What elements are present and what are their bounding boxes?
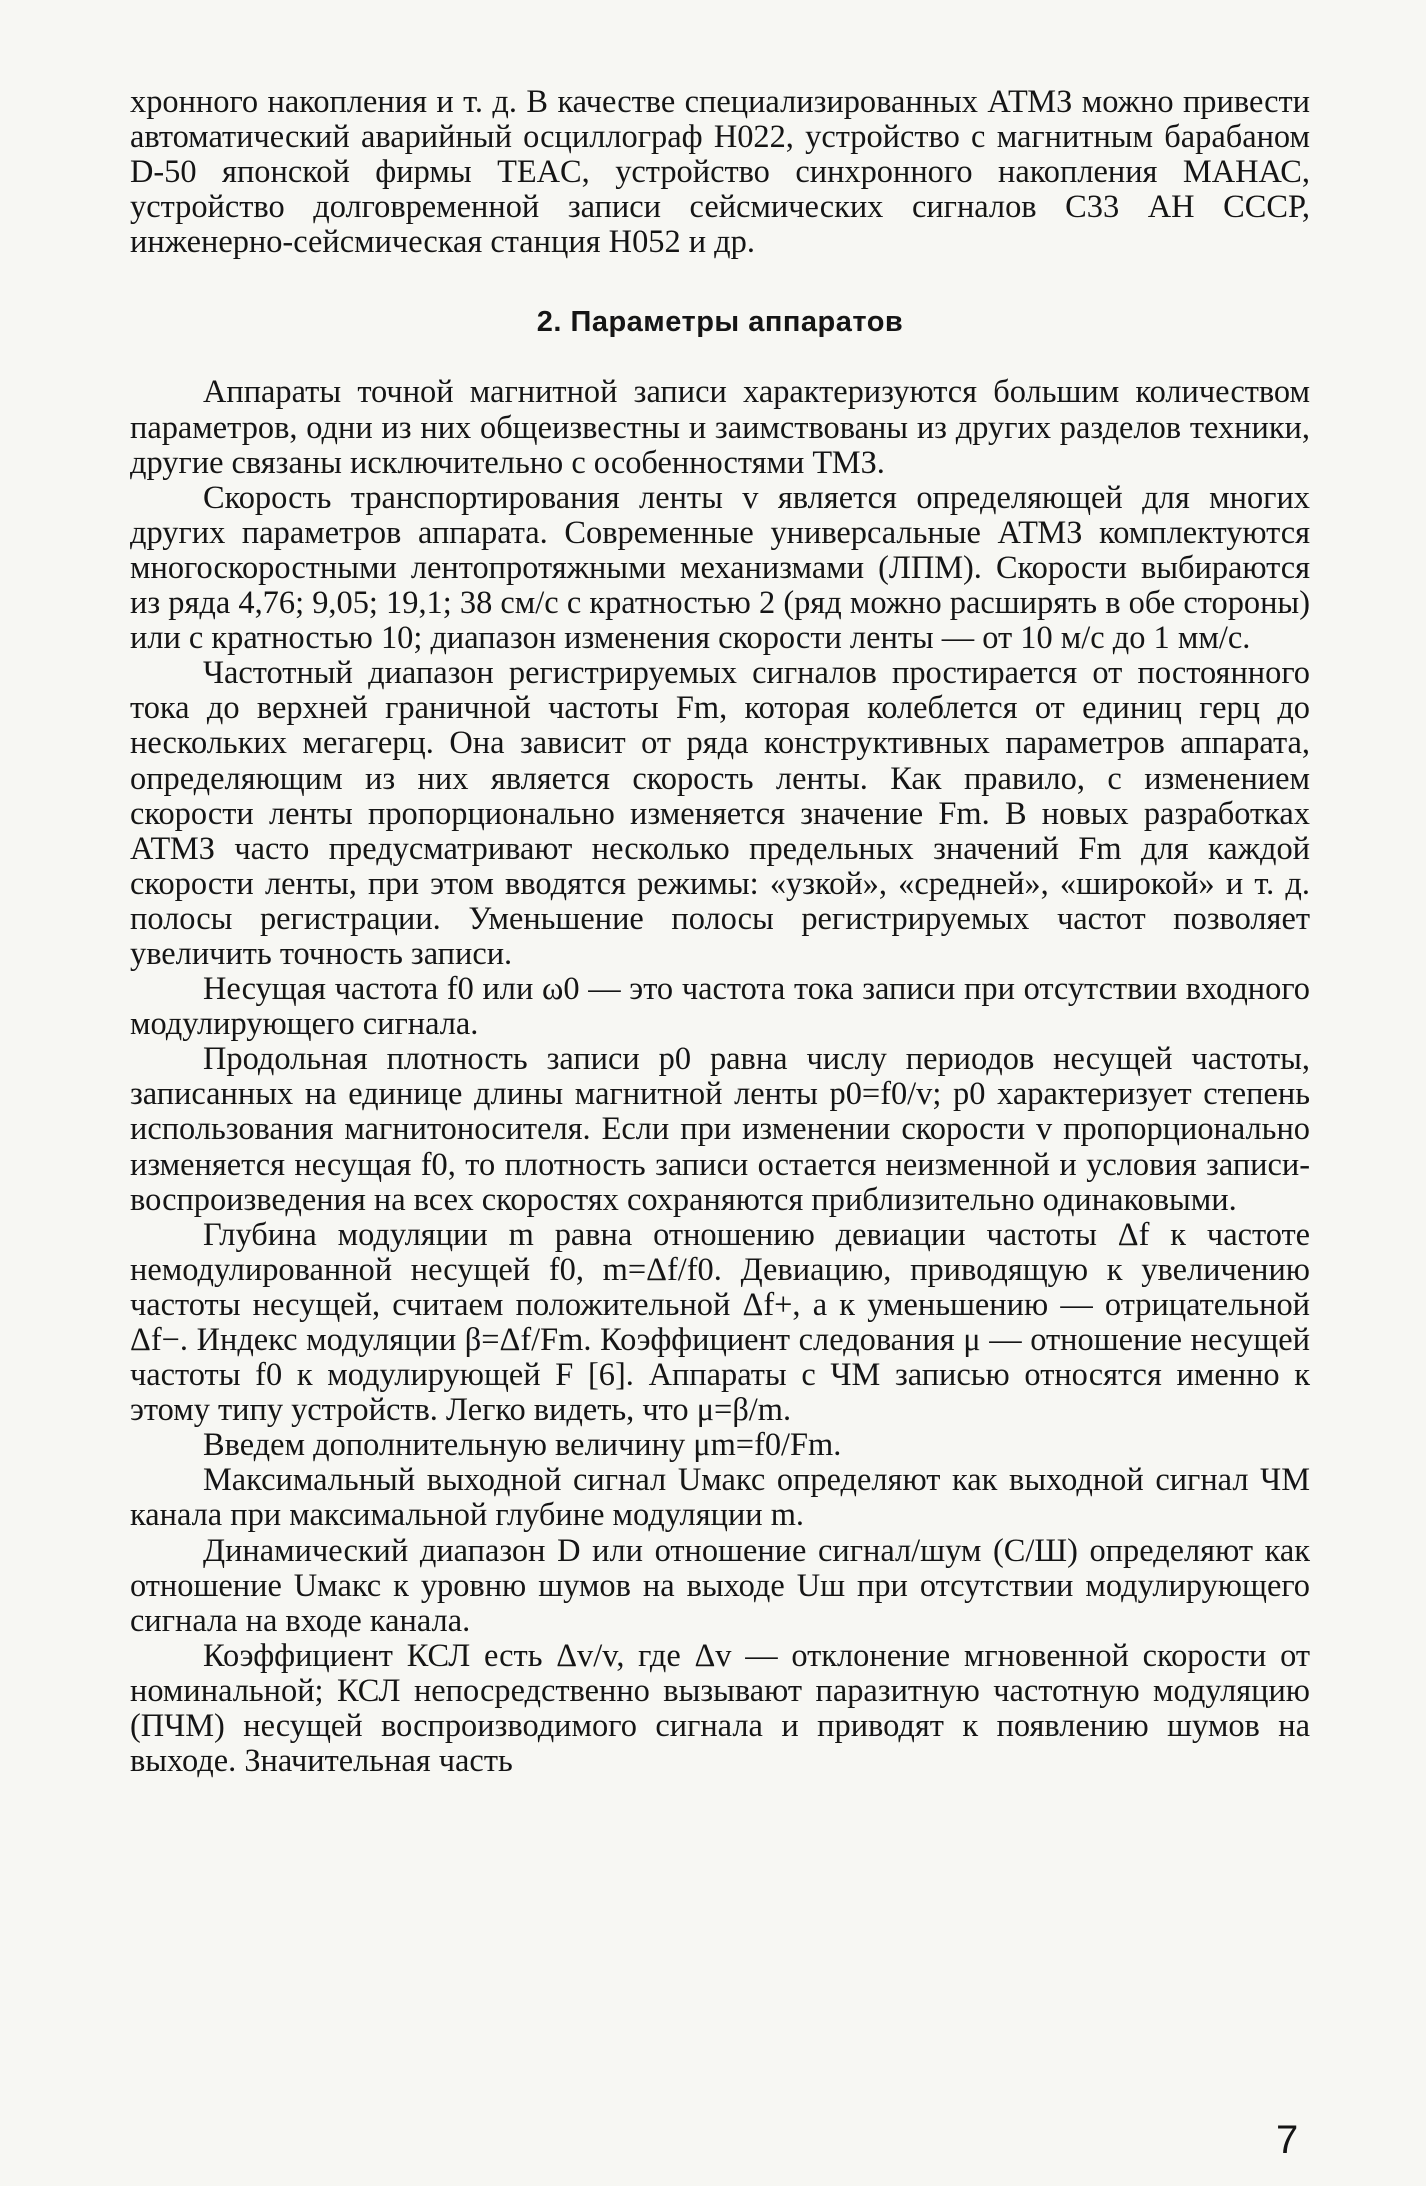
intro-paragraph: хронного накопления и т. д. В качестве специализированных АТМЗ можно привести автоматический аварийный осциллограф Н022, устройство с магнитным барабаном D-50 японской фирмы TEAC, устройство синхронного накопления МАНАС, устройство долговременной записи сейсмических сигналов С33 АН СССР, инженерно-сейсмическая станция Н052 и др. <box>130 84 1310 261</box>
paragraph-frequency-range: Частотный диапазон регистрируемых сигналов простирается от постоянного тока до верхней граничной частоты Fm, которая колеблется от единиц герц до нескольких мегагерц. Она зависит от ряда конструктивных параметров аппарата, определяющим из них является скорость ленты. Как правило, с изменением скорости ленты пропорционально изменяется значение Fm. В новых разработках АТМЗ часто предусматривают несколько предельных значений Fm для каждой скорости ленты, при этом вводятся режимы: «узкой», «средней», «широкой» и т. д. полосы регистрации. Уменьшение полосы регистрируемых частот позволяет увеличить точность записи. <box>130 655 1310 972</box>
paragraph-dynamic-range: Динамический диапазон D или отношение сигнал/шум (С/Ш) определяют как отношение Uмакс к уровню шумов на выходе Uш при отсутствии модулирующего сигнала на входе канала. <box>130 1532 1310 1639</box>
paragraph-tape-speed: Скорость транспортирования ленты v является определяющей для многих других параметров аппарата. Современные универсальные АТМЗ комплектуются многоскоростными лентопротяжными механизмами (ЛПМ). Скорости выбираются из ряда 4,76; 9,05; 19,1; 38 см/с с кратностью 2 (ряд можно расширять в обе стороны) или с кратностью 10; диапазон изменения скорости ленты — от 10 м/с до 1 мм/с. <box>130 479 1310 657</box>
paragraph-carrier-frequency: Несущая частота f0 или ω0 — это частота тока записи при отсутствии входного модулирующего сигнала. <box>130 971 1310 1043</box>
paragraph-extra-quantity: Введем дополнительную величину μm=f0/Fm. <box>203 1427 842 1464</box>
paragraph-max-output: Максимальный выходной сигнал Uмакс определяют как выходной сигнал ЧМ канала при максимальной глубине модуляции m. <box>130 1462 1310 1534</box>
text-column <box>130 85 1310 1779</box>
paragraph-ksl-coefficient: Коэффициент КСЛ есть Δv/v, где Δv — отклонение мгновенной скорости от номинальной; КСЛ непосредственно вызывают паразитную частотную модуляцию (ПЧМ) несущей воспроизводимого сигнала и приводят к появлению шумов на выходе. Значительная часть <box>130 1637 1310 1780</box>
section-heading: 2. Параметры аппаратов <box>536 306 904 339</box>
page-number: 7 <box>1276 2118 1299 2162</box>
paragraph-modulation-depth: Глубина модуляции m равна отношению девиации частоты Δf к частоте немодулированной несущей f0, m=Δf/f0. Девиацию, приводящую к увеличению частоты несущей, считаем положительной Δf+, а к уменьшению — отрицательной Δf−. Индекс модуляции β=Δf/Fm. Коэффициент следования μ — отношение несущей частоты f0 к модулирующей F [6]. Аппараты с ЧМ записью относятся именно к этому типу устройств. Легко видеть, что μ=β/m. <box>130 1216 1310 1429</box>
paragraph-apparatus-parameters: Аппараты точной магнитной записи характеризуются большим количеством параметров, одни из них общеизвестны и заимствованы из других разделов техники, другие связаны исключительно с особенностями ТМЗ. <box>130 374 1310 481</box>
paragraph-recording-density: Продольная плотность записи p0 равна числу периодов несущей частоты, записанных на единице длины магнитной ленты p0=f0/v; p0 характеризует степень использования магнитоносителя. Если при изменении скорости v пропорционально изменяется несущая f0, то плотность записи остается неизменной и условия записи-воспроизведения на всех скоростях сохраняются приблизительно одинаковыми. <box>130 1041 1310 1218</box>
